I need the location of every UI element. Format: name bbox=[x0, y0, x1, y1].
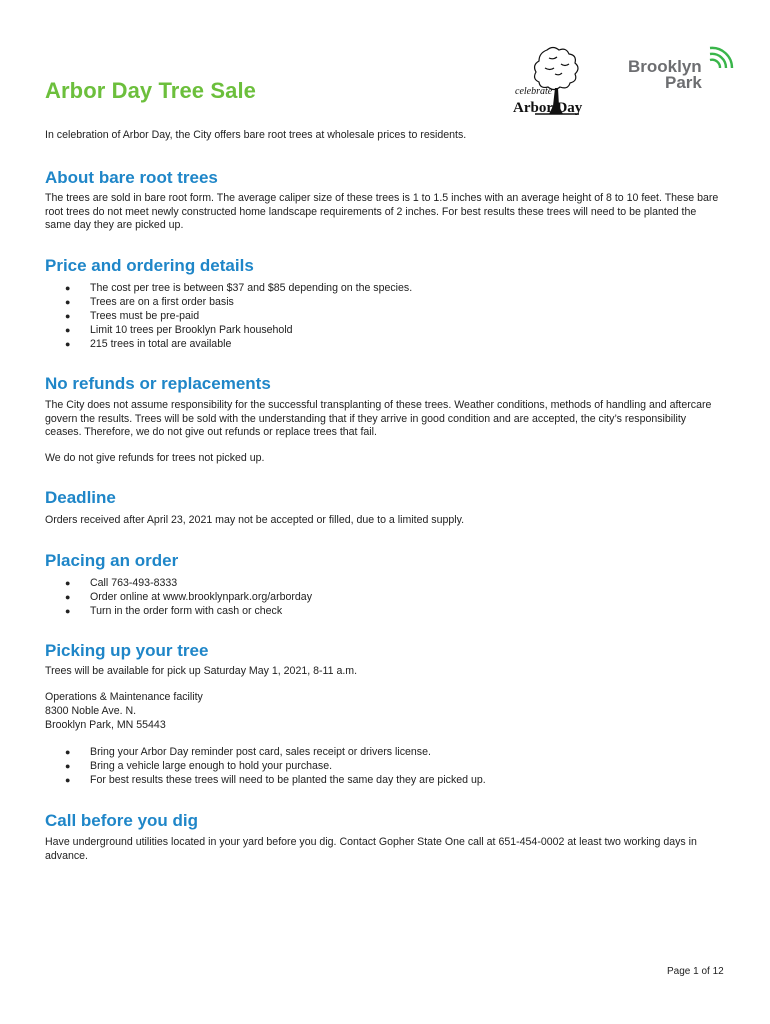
list-item: ● Bring a vehicle large enough to hold your purchase. bbox=[65, 760, 333, 772]
list-item: ● Bring your Arbor Day reminder post card, sales receipt or drivers license. bbox=[65, 746, 431, 758]
list-item: ● Order online at www.brooklynpark.org/arborday bbox=[65, 591, 312, 603]
list-item: ● For best results these trees will need to be planted the same day they are picked up. bbox=[65, 774, 486, 786]
refunds-note: We do not give refunds for trees not picked up. bbox=[45, 452, 265, 464]
order-list bbox=[62, 576, 312, 618]
list-item: ● Trees must be pre-paid bbox=[65, 310, 200, 322]
list-item: ● Limit 10 trees per Brooklyn Park household bbox=[65, 324, 293, 336]
order-heading: Placing an order bbox=[45, 551, 179, 570]
city-logo-line1: Brooklyn bbox=[628, 57, 702, 76]
price-heading: Price and ordering details bbox=[45, 256, 254, 275]
bullet-icon: ● bbox=[65, 325, 71, 335]
bullet-icon: ● bbox=[65, 578, 71, 588]
refunds-text: The City does not assume responsibility for the successful transplanting of these trees. Weather conditions, methods of handling and aftercare govern the results. Trees will be sold with the understanding that if they arrive in good condition and are accepted, the city’s responsibility ceases. Therefore, we do not give out refunds or replace trees that fail. bbox=[45, 399, 712, 439]
dig-text: Have underground utilities located in your yard before you dig. Contact Gopher State One call at 651-454-0002 at least two working days in advance. bbox=[45, 836, 697, 862]
list-item: ● The cost per tree is between $37 and $85 depending on the species. bbox=[65, 282, 413, 294]
dig-heading: Call before you dig bbox=[45, 811, 199, 830]
about-text: The trees are sold in bare root form. The average caliper size of these trees is 1 to 1.5 inches with an average height of 8 to 10 feet. These bare root trees do not meet newly constructed home landscape requirements of 2 inches. For best results these trees will need to be planted the same day they are picked up. bbox=[45, 192, 719, 232]
list-item: ● 215 trees in total are available bbox=[65, 338, 232, 350]
refunds-heading: No refunds or replacements bbox=[45, 374, 271, 393]
bullet-icon: ● bbox=[65, 761, 71, 771]
page-title: Arbor Day Tree Sale bbox=[45, 78, 256, 103]
city-logo-line2: Park bbox=[665, 73, 702, 92]
intro-text: In celebration of Arbor Day, the City offers bare root trees at wholesale prices to residents. bbox=[45, 129, 467, 141]
address-line: Brooklyn Park, MN 55443 bbox=[45, 719, 166, 731]
list-item: ● Turn in the order form with cash or check bbox=[65, 605, 283, 617]
pickup-list bbox=[62, 745, 486, 787]
arbor-logo-line2: Arbor Day bbox=[513, 100, 583, 116]
bullet-icon: ● bbox=[65, 339, 71, 349]
bullet-icon: ● bbox=[65, 311, 71, 321]
address-line: Operations & Maintenance facility bbox=[45, 691, 203, 703]
arbor-logo-line1: celebrate bbox=[515, 86, 553, 97]
address-line: 8300 Noble Ave. N. bbox=[45, 705, 137, 717]
list-item: ● Call 763-493-8333 bbox=[65, 577, 178, 589]
deadline-heading: Deadline bbox=[45, 488, 116, 507]
brooklyn-park-logo bbox=[628, 48, 732, 92]
bullet-icon: ● bbox=[65, 775, 71, 785]
list-item: ● Trees are on a first order basis bbox=[65, 296, 234, 308]
bullet-icon: ● bbox=[65, 297, 71, 307]
page-number: Page 1 of 12 bbox=[667, 966, 724, 977]
pickup-text: Trees will be available for pick up Saturday May 1, 2021, 8-11 a.m. bbox=[45, 665, 358, 677]
bullet-icon: ● bbox=[65, 606, 71, 616]
header-logos bbox=[505, 44, 735, 120]
bullet-icon: ● bbox=[65, 283, 71, 293]
bullet-icon: ● bbox=[65, 747, 71, 757]
arbor-day-logo bbox=[513, 48, 583, 117]
price-list bbox=[62, 281, 412, 351]
bullet-icon: ● bbox=[65, 592, 71, 602]
deadline-text: Orders received after April 23, 2021 may not be accepted or filled, due to a limited supply. bbox=[45, 514, 465, 526]
about-heading: About bare root trees bbox=[45, 168, 218, 187]
pickup-heading: Picking up your tree bbox=[45, 641, 209, 660]
